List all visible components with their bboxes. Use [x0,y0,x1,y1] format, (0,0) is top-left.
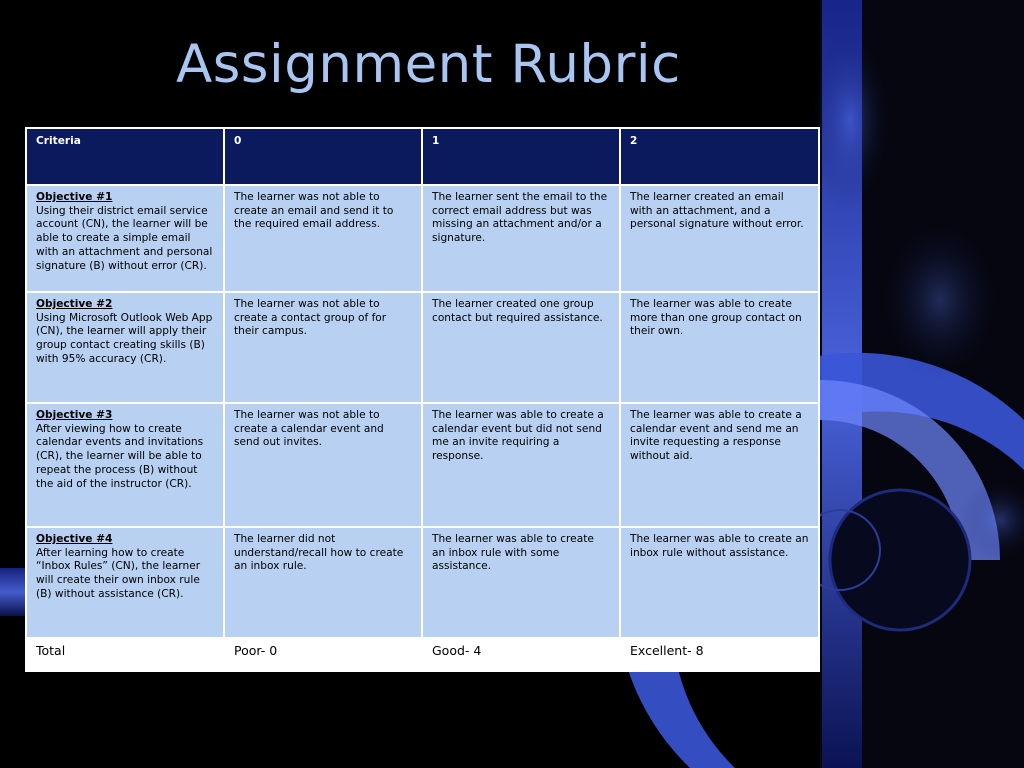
criteria-cell [26,185,224,292]
score-0-cell: The learner was not able to create a calendar event and send out invites. [224,403,422,527]
score-0-cell: The learner was not able to create a contact group of for their campus. [224,292,422,403]
criteria-cell [26,403,224,527]
table-row [26,185,819,292]
total-row [26,638,819,671]
total-excellent: Excellent- 8 [620,638,819,671]
score-1-cell: The learner was able to create a calendar event but did not send me an invite requiring a response. [422,403,620,527]
objective-text: After viewing how to create calendar events and invitations (CR), the learner will be able to repeat the process (B) without the aid of the instructor (CR). [36,422,204,490]
objective-text: Using Microsoft Outlook Web App (CN), the learner will apply their group contact creating skills (B) with 95% accuracy (CR). [36,311,213,365]
table-row [26,292,819,403]
header-score-1: 1 [422,128,620,185]
header-score-2: 2 [620,128,819,185]
slide-title: Assignment Rubric [176,34,681,95]
objective-text: Using their district email service account (CN), the learner will be able to create a simple email with an attachment and personal signature (B) without error (CR). [36,204,213,272]
criteria-cell [26,292,224,403]
total-poor: Poor- 0 [224,638,422,671]
score-1-cell: The learner sent the email to the correct email address but was missing an attachment and/or a signature. [422,185,620,292]
score-2-cell: The learner was able to create a calendar event and send me an invite requesting a response without aid. [620,403,819,527]
objective-title: Objective #3 [36,409,113,421]
score-1-cell: The learner was able to create an inbox rule with some assistance. [422,527,620,638]
score-2-cell: The learner created an email with an attachment, and a personal signature without error. [620,185,819,292]
table-row [26,403,819,527]
objective-title: Objective #1 [36,191,113,203]
objective-title: Objective #4 [36,533,113,545]
objective-text: After learning how to create “Inbox Rules” (CN), the learner will create their own inbox rule (B) without assistance (CR). [36,546,201,600]
table-row [26,527,819,638]
score-0-cell: The learner did not understand/recall how to create an inbox rule. [224,527,422,638]
total-label: Total [26,638,224,671]
score-2-cell: The learner was able to create more than one group contact on their own. [620,292,819,403]
header-score-0: 0 [224,128,422,185]
table-header-row [26,128,819,185]
score-1-cell: The learner created one group contact but required assistance. [422,292,620,403]
criteria-cell [26,527,224,638]
total-good: Good- 4 [422,638,620,671]
header-criteria: Criteria [26,128,224,185]
score-0-cell: The learner was not able to create an email and send it to the required email address. [224,185,422,292]
rubric-table [25,127,820,672]
score-2-cell: The learner was able to create an inbox rule without assistance. [620,527,819,638]
objective-title: Objective #2 [36,298,113,310]
